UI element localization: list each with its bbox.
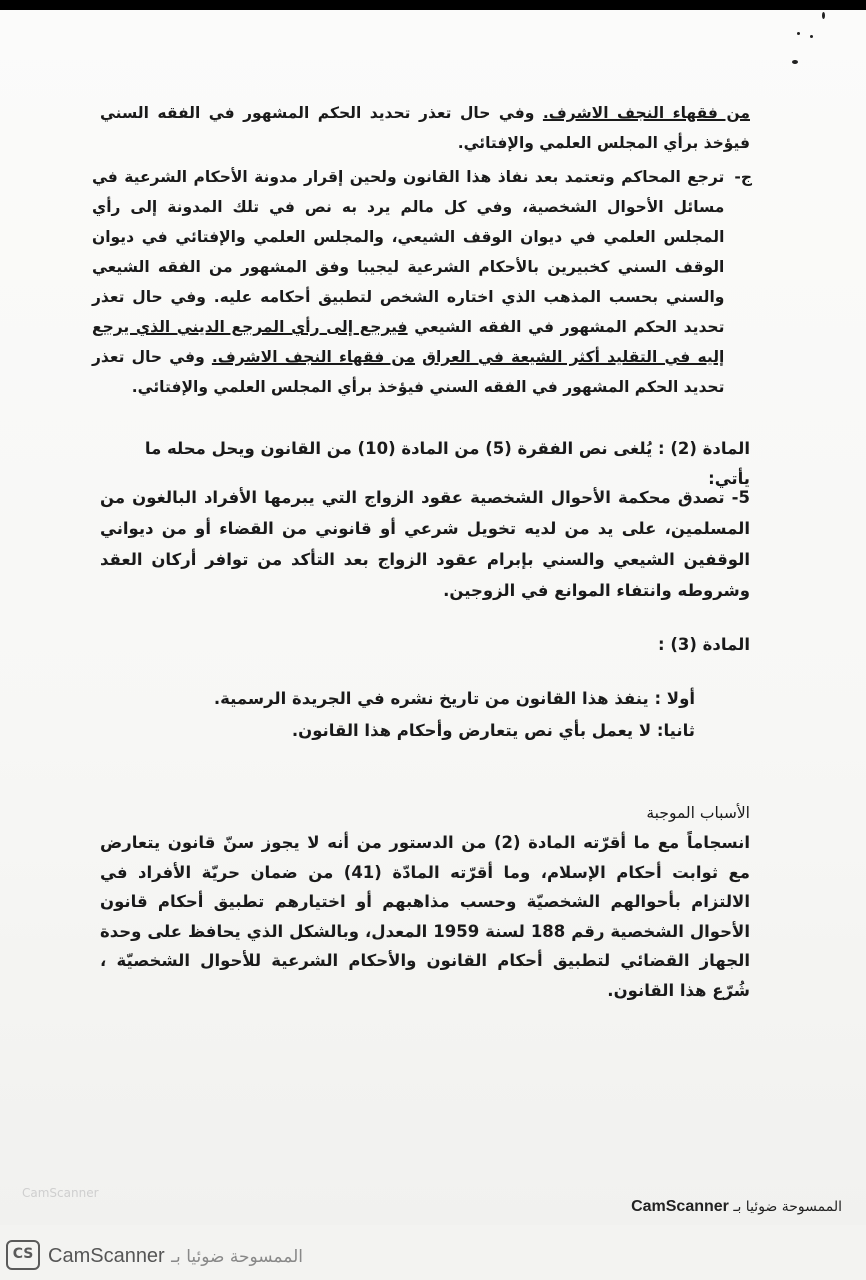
reasons-heading: الأسباب الموجبة (646, 804, 750, 822)
outer-scanner-watermark: CamScanner الممسوحة ضوئيا بـ (48, 1245, 303, 1267)
scan-speck (810, 35, 813, 38)
article-3-second: ثانيا: لا يعمل بأي نص يتعارض وأحكام هذا القانون. (291, 721, 695, 740)
faint-watermark: CamScanner (22, 1186, 99, 1200)
scan-speck (792, 60, 798, 64)
continuation-paragraph (100, 98, 750, 158)
clause-c-text: ترجع المحاكم وتعتمد بعد نفاذ هذا القانون ولحين إقرار مدونة الأحكام الشرعية في مسائل الأحوال الشخصية، وفي كل مالم يرد به نص في تلك المدونة إلى رأي المجلس العلمي في ديوان الوقف الشيعي، والمجلس العلمي والإفتائي في ديوان الوقف السني كخبيرين بالأحكام الشرعية ليجيبا وفق المشهور من الفقه الشيعي والسني بحسب المذهب الذي اختاره الشخص لتطبيق أحكامه عليه. وفي حال تعذر تحديد الحكم المشهور في الفقه الشيعي (92, 168, 725, 336)
underlined-phrase: من فقهاء النجف الاشرف. (211, 348, 415, 366)
article-2-text: 5- تصدق محكمة الأحوال الشخصية عقود الزواج التي يبرمها الأفراد البالغون من المسلمين، على يد من لديه تخويل شرعي أو قانوني من القضاء أو من ديواني الوقفين الشيعي والسني بإبرام عقود الزواج بعد التأكد من توافر أركان العقد وشروطه وانتفاء الموانع في الزوجين. (100, 488, 750, 600)
underlined-phrase: من فقهاء النجف الاشرف. (542, 104, 750, 122)
underlined-phrase: فيرجع إلى رأي المرجع الديني الذي يرجع إليه في التقليد أكثر الشيعة في العراق (92, 318, 725, 366)
article-3-first: أولا : ينفذ هذا القانون من تاريخ نشره في الجريدة الرسمية. (213, 689, 695, 708)
inner-scanner-watermark: الممسوحة ضوئيا بـ CamScanner (631, 1198, 842, 1215)
clause-c-text-end: وفي حال تعذر تحديد الحكم المشهور في الفقه السني فيؤخذ برأي المجلس العلمي والإفتائي. (92, 348, 725, 396)
clause-c-label: ج- (734, 168, 752, 186)
scan-speck (822, 12, 825, 19)
scan-speck (797, 32, 800, 35)
camscanner-logo-icon: CS (6, 1240, 40, 1270)
article-3-heading: المادة (3) : (658, 635, 750, 654)
continuation-text: وفي حال تعذر تحديد الحكم المشهور في الفقه السني فيؤخذ برأي المجلس العلمي والإفتائي. (100, 104, 750, 152)
reasons-text: انسجاماً مع ما أقرّته المادة (2) من الدستور من أنه لا يجوز سنّ قانون يتعارض مع ثوابت أحكام الإسلام، وما أقرّته المادّة (41) من ضمان حريّة الأفراد في الالتزام بأحوالهم الشخصيّة وحسب مذاهبهم أو اختيارهم تطبيق أحكام قانون الأحوال الشخصية رقم 188 لسنة 1959 المعدل، وبالشكل الذي يحافظ على وحدة الجهاز القضائي لتطبيق أحكام القانون والأحكام الشرعية للأحوال الشخصيّة ، شُرّع هذا القانون. (100, 833, 750, 1000)
clause-c (92, 162, 752, 402)
top-black-bar (0, 0, 866, 10)
article-2-heading: المادة (2) : يُلغى نص الفقرة (5) من المادة (10) من القانون ويحل محله ما يأتي: (144, 439, 750, 488)
